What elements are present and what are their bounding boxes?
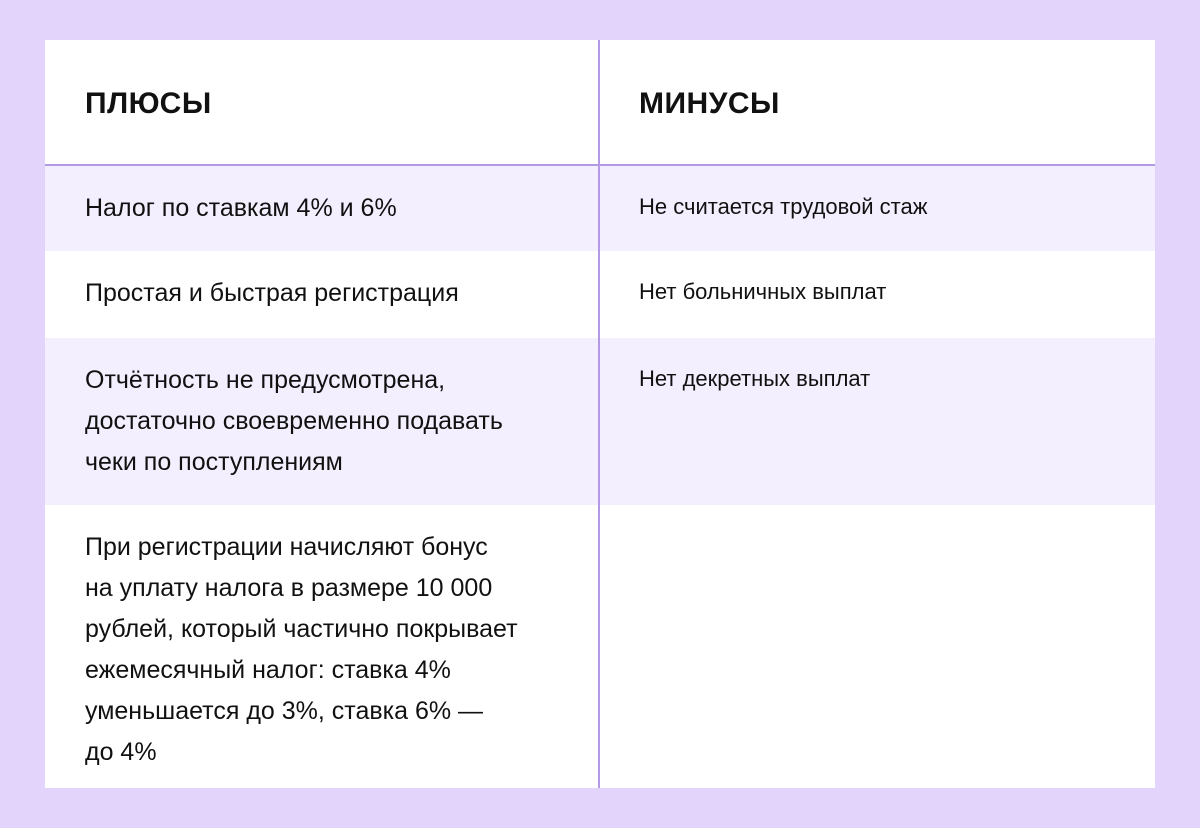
cons-header: МИНУСЫ (600, 40, 1155, 166)
pro-cell-1: Налог по ставкам 4% и 6% (45, 166, 600, 251)
con-cell-2: Нет больничных выплат (639, 279, 887, 304)
pro-cell-4: При регистрации начисляют бонус на уплату налога в размере 10 000 рублей, который частично покрывает ежемесячный налог: ставка 4% уменьшается до 3%, ставка 6% — до 4% (45, 505, 600, 788)
pros-header: ПЛЮСЫ (45, 40, 600, 166)
con-cell-1: Не считается трудовой стаж (600, 166, 1155, 251)
con-cell-4 (600, 505, 1155, 788)
pro-cell-3: Отчётность не предусмотрена, достаточно своевременно подавать чеки по поступлениям (45, 338, 600, 505)
pros-cons-table (45, 40, 1155, 788)
pro-cell-2: Простая и быстрая регистрация (45, 251, 600, 338)
con-cell-3: Нет декретных выплат (600, 338, 1155, 505)
